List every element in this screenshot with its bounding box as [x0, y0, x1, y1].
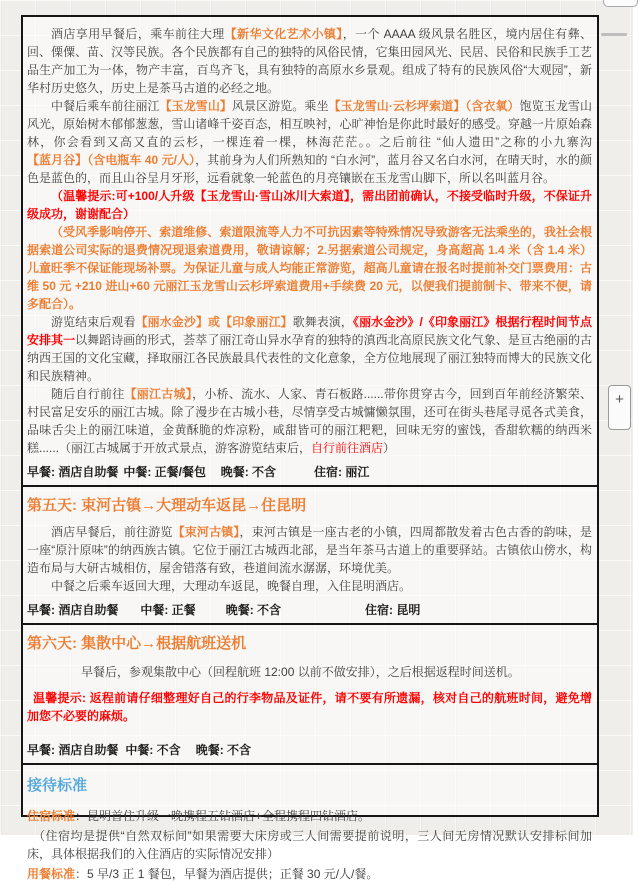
paragraph-show-performance	[27, 313, 592, 385]
text-segment: ，束河古镇是一座古老的小镇，四周都散发着古色古香的韵味，是一座“原汁原味”的纳西族古镇。它位于丽江古城西北部，是当年茶马古道上的重要驿站。古镇依山傍水，构造布局与大研古城相仿，屋舍错落有致，巷道间流水潺潺，环境优美。	[27, 525, 592, 575]
text-segment: 【丽水金沙】或【印象丽江】	[135, 315, 293, 329]
paragraph-xinhua-town	[27, 25, 592, 97]
text-segment: 【蓝月谷】	[27, 153, 88, 167]
text-segment: ，其前身为人们所熟知的 “白水河”，蓝月谷又名白水河，在晴天时，水的颜色是蓝色的，而且山谷呈月牙形，远看就象一轮蓝色的月亮镶嵌在玉龙雪山脚下，所以名叫蓝月谷。	[27, 153, 592, 185]
meal-row-day5	[27, 601, 592, 619]
reception-standard-title: 接待标准	[27, 777, 88, 794]
reception-standard-section	[23, 763, 597, 887]
text-segment: 温馨提示: 返程前请仔细整理好自己的行李物品及证件，请不要有所遗漏，核对自己的航班时间，避免增加您不必要的麻烦。	[27, 691, 592, 723]
day6-title: 第六天: 集散中心→根据航班送机	[27, 635, 247, 652]
text-segment: 【束河古镇】	[172, 525, 240, 539]
text-segment: 自行前往酒店	[311, 441, 384, 455]
text-segment: 风景区游览。乘坐	[231, 99, 329, 113]
meal-lodging: 住宿: 昆明	[365, 603, 421, 617]
text-segment: （受风季影响停开、索道维修、索道限流等人力不可抗因素等特殊情况导致游客无法乘坐的，我社会根据索道公司实际的退费情况现退索道费用，敬请谅解；2.另据索道公司规定，身高超高 1.4 米（含 1.4 米）儿童旺季不保证能现场补票。为保证儿童与成人均能正常游览，超高儿童请在报名时提前补交门票费用：古维 50 元 +210 进山+60 元丽江玉龙雪山云杉坪索道费用+手续费 20 元，以便我们提前制卡、带来不便，请多配合）。	[27, 225, 592, 311]
paragraph-lijiang-old-town	[27, 385, 592, 457]
meal-dinner: 晚餐: 不含	[195, 743, 252, 757]
paragraph-cableway-notice	[27, 223, 592, 313]
plus-icon: +	[615, 391, 624, 408]
text-segment: ，一个 AAAA 级风景名胜区，境内居住有彝、回、傈僳、苗、汉等民族。各个民族都有自己的独特的风俗民情，它集田园风光、民居、民俗和民族手工艺品生产加工为一体，物产丰富，百鸟齐飞，具有独特的高原水乡景观。组成了特有的民族风俗“大观园”，新华村历史悠久，历史上是茶马古道的必经之地。	[27, 27, 592, 95]
text-segment: 早餐后，参观集散中心（回程航班 12:00 以前不做安排），之后根据返程时间送机。	[81, 665, 520, 679]
meal-row-day4	[27, 463, 592, 481]
text-segment: 【玉龙雪山】	[159, 99, 232, 113]
meal-lunch: 中餐: 正餐/餐包	[123, 465, 207, 479]
text-segment: ）	[383, 441, 396, 455]
text-segment: 饱览玉龙雪山风光，原始树木郁郁葱葱，雪山诸峰千姿百态，相互映衬，心旷神怡是你此时最好的感受。穿越一片原始森林，你会看到又高又直的云杉，一棵连着一棵，林海茫茫。。之后前往 “仙人遗田”之称的小九寨沟	[27, 99, 592, 149]
text-segment: 中餐之后乘车返回大理，大理动车返昆，晚餐自理，入住昆明酒店。	[51, 579, 412, 593]
text-segment: 中餐后乘车前往丽江	[51, 99, 160, 113]
text-segment: 《丽水金沙》/《印象丽江》根据行程时间节点安排其一	[27, 315, 592, 347]
text-segment: 用餐标准	[27, 867, 76, 881]
text-segment: 随后自行前往	[51, 387, 125, 401]
paragraph-lodging-standard	[27, 807, 592, 825]
text-segment: 酒店享用早餐后，乘车前往大理	[51, 27, 225, 41]
text-segment: 歌舞表演，	[292, 315, 354, 329]
text-segment: （含电瓶车 40 元/人）	[87, 153, 196, 167]
itinerary-table	[21, 15, 599, 881]
zoom-in-button[interactable]	[608, 385, 631, 430]
text-segment: 住宿标准	[27, 809, 76, 823]
day5-title: 第五天: 束河古镇→大理动车返昆→住昆明	[27, 497, 307, 514]
text-segment: ：昆明首住升级一晚携程五钻酒店+全程携程四钻酒店。	[75, 809, 371, 823]
meal-dinner: 晚餐: 不含	[220, 465, 277, 479]
text-segment: 游览结束后观看	[51, 315, 136, 329]
paragraph-shuhe-town	[27, 523, 592, 577]
scroll-indicator-dash	[601, 33, 627, 36]
text-segment: 【新华文化艺术小镇】	[224, 27, 343, 41]
meal-breakfast: 早餐: 酒店自助餐	[27, 465, 119, 479]
day6-section	[23, 623, 597, 763]
meal-row-day6	[27, 741, 592, 759]
text-segment: ：5 早/3 正 1 餐包，早餐为酒店提供；正餐 30 元/人/餐。	[75, 867, 379, 881]
paragraph-room-note	[27, 827, 592, 863]
text-segment: 【玉龙雪山·云杉坪索道】	[328, 99, 466, 113]
text-segment: 酒店早餐后，前往游览	[51, 525, 173, 539]
paragraph-meal-standard	[27, 865, 592, 883]
paragraph-airport-transfer	[27, 663, 592, 681]
text-segment: 以舞蹈诗画的形式，荟萃了丽江奇山异水孕育的独特的滇西北高原民族文化气象、是亘古绝丽的古纳西王国的文化宝藏，择取丽江各民族最具代表性的文化意象，全方位地展现了丽江独特而博大的民族文化和民族精神。	[27, 333, 592, 383]
text-segment: （含衣氧）	[465, 99, 520, 113]
paragraph-return-kunming	[27, 577, 592, 595]
meal-lodging: 住宿: 丽江	[314, 465, 370, 479]
paragraph-departure-tip	[27, 689, 592, 725]
meal-breakfast: 早餐: 酒店自助餐	[27, 603, 119, 617]
paragraph-jade-dragon-mountain	[27, 97, 592, 187]
text-segment: ，小桥、流水、人家、青石板路......带你贯穿古今，回到百年前经济繁荣、村民富足安乐的丽江古城。除了漫步在古城小巷，尽情享受古城慵懒氛围，还可在街头巷尾寻觅各式美食，品味舌尖上的丽江味道，金黄酥脆的炸凉粉，咸甜皆可的丽江粑粑，回味无穷的蜜饯，香甜软糯的纳西米糕......（丽江古城属于开放式景点，游客游览结束后，	[27, 387, 592, 455]
floating-button-partial	[603, 0, 638, 7]
paragraph-upgrade-tip	[27, 187, 592, 223]
meal-lunch: 中餐: 正餐	[140, 603, 196, 617]
day4-content-section	[23, 17, 597, 485]
text-segment: （住宿均是提供“自然双标间”如果需要大床房或三人间需要提前说明，三人间无房情况默认安排标间加床，具体根据我们的入住酒店的实际情况安排）	[27, 829, 592, 861]
meal-lunch: 中餐: 不含	[125, 743, 181, 757]
meal-breakfast: 早餐: 酒店自助餐	[27, 743, 119, 757]
day5-section	[23, 485, 597, 623]
text-segment: （温馨提示:可+100/人升级【玉龙雪山·雪山冰川大索道】，需出团前确认，不接受临时升级，不保证升级成功，谢谢配合）	[27, 189, 592, 221]
meal-dinner: 晚餐: 不含	[225, 603, 282, 617]
text-segment: 【丽江古城】	[124, 387, 193, 401]
